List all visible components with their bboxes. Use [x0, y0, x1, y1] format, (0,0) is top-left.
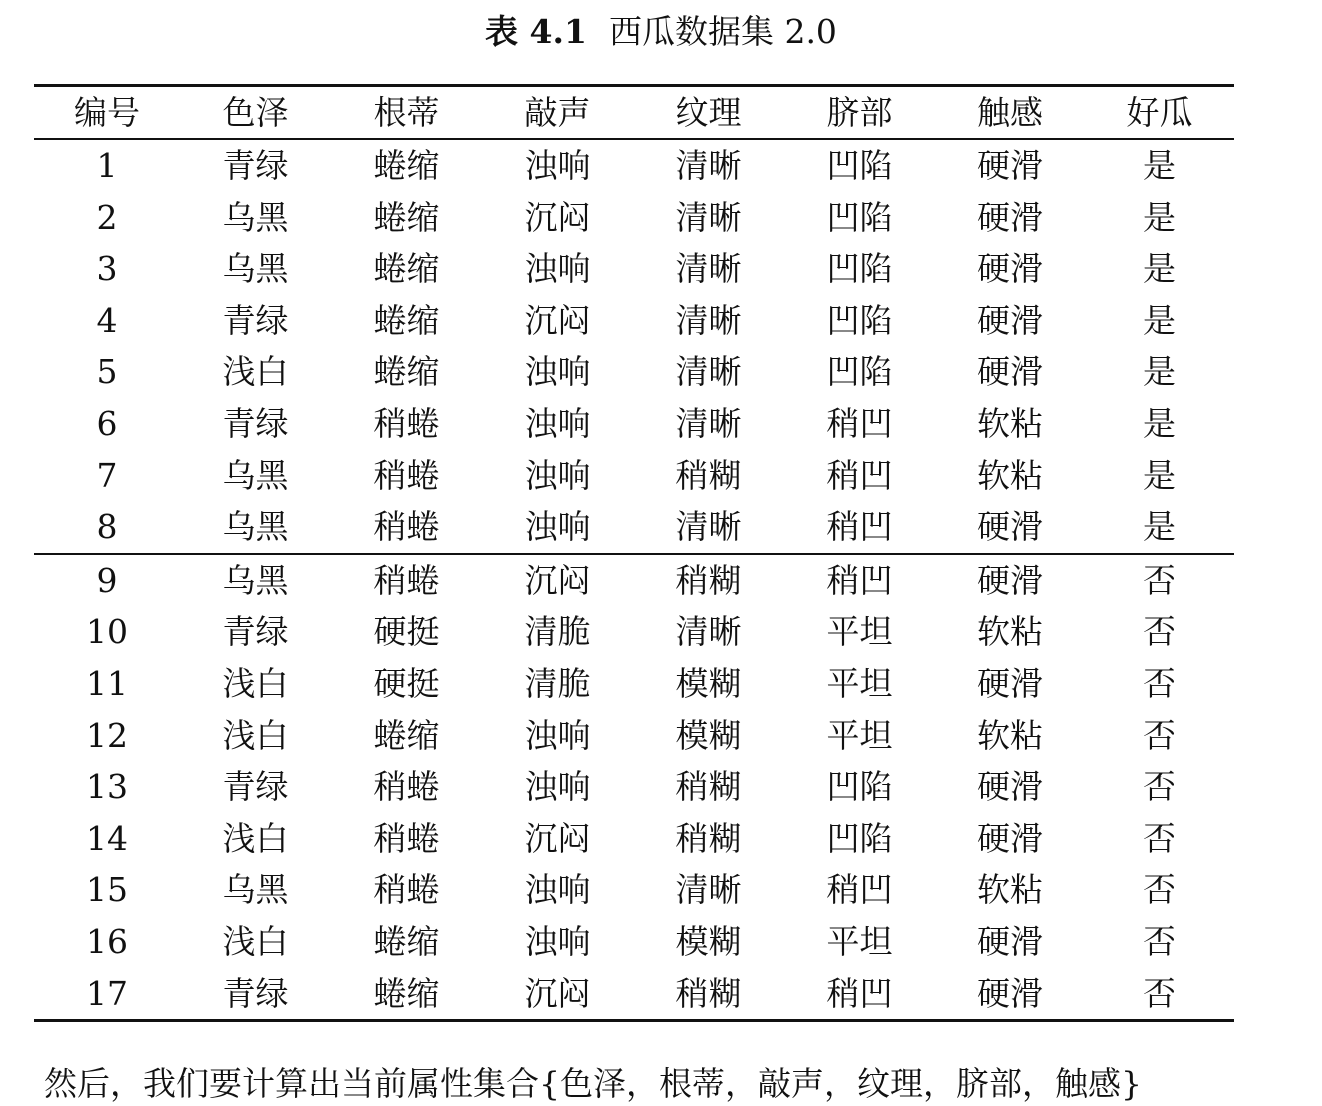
- cell-touch: 硬滑: [977, 921, 1043, 961]
- cell-good-melon: 否: [1143, 973, 1176, 1013]
- cell-texture: 清晰: [675, 870, 742, 910]
- cell-touch: 软粘: [977, 612, 1043, 652]
- cell-color: 乌黑: [222, 249, 289, 289]
- cell-touch: 硬滑: [977, 249, 1043, 289]
- cell-texture: 清晰: [675, 146, 742, 185]
- cell-navel: 凹陷: [826, 300, 893, 340]
- table-row: [34, 398, 1234, 450]
- cell-id: 12: [86, 715, 128, 755]
- cell-knock-sound: 清脆: [524, 663, 591, 703]
- cell-id: 5: [96, 352, 118, 392]
- header-root: 根蒂: [331, 86, 482, 140]
- cell-color: 青绿: [222, 300, 289, 340]
- header-knock-sound: 敲声: [482, 86, 633, 140]
- header-row: [34, 86, 1234, 140]
- table-row: [34, 295, 1234, 347]
- cell-navel: 平坦: [826, 612, 893, 652]
- cell-touch: 硬滑: [977, 560, 1043, 600]
- table-row: [34, 606, 1234, 658]
- cell-touch: 硬滑: [977, 973, 1043, 1013]
- cell-id: 10: [86, 612, 128, 652]
- table-row: [34, 813, 1234, 865]
- cell-knock-sound: 浊响: [524, 146, 591, 185]
- cell-texture: 清晰: [675, 352, 742, 392]
- cell-texture: 模糊: [675, 663, 742, 703]
- cell-root: 硬挺: [373, 612, 440, 652]
- cell-navel: 凹陷: [826, 818, 893, 858]
- cell-knock-sound: 浊响: [524, 249, 591, 289]
- cell-knock-sound: 浊响: [524, 767, 591, 807]
- cell-knock-sound: 浊响: [524, 455, 591, 495]
- cell-knock-sound: 沉闷: [524, 973, 591, 1013]
- cell-color: 乌黑: [222, 870, 289, 910]
- cell-texture: 稍糊: [675, 973, 742, 1013]
- cell-color: 青绿: [222, 612, 289, 652]
- cell-texture: 清晰: [675, 300, 742, 340]
- cell-knock-sound: 浊响: [524, 352, 591, 392]
- cell-id: 8: [34, 501, 180, 554]
- cell-texture: 清晰: [633, 501, 784, 554]
- cell-root: 蜷缩: [373, 146, 440, 185]
- cell-id: 17: [86, 973, 128, 1013]
- cell-good-melon: 是: [1143, 249, 1176, 289]
- table-row: [34, 864, 1234, 916]
- cell-root: 硬挺: [373, 663, 440, 703]
- cell-good-melon: 是: [1143, 352, 1176, 392]
- cell-id: 13: [86, 767, 128, 807]
- cell-root: 稍蜷: [373, 455, 440, 495]
- cell-navel: 凹陷: [826, 767, 893, 807]
- table-row: [34, 450, 1234, 502]
- header-good-melon: 好瓜: [1085, 86, 1234, 140]
- cell-knock-sound: 沉闷: [524, 197, 591, 237]
- table-header: [34, 86, 1234, 140]
- cell-root: 稍蜷: [373, 870, 440, 910]
- cell-navel: 稍凹: [826, 973, 893, 1013]
- cell-navel: 凹陷: [826, 249, 893, 289]
- cell-knock-sound: 沉闷: [524, 818, 591, 858]
- cell-knock-sound: 沉闷: [524, 560, 591, 600]
- cell-knock-sound: 浊响: [524, 403, 591, 443]
- table-row: [34, 710, 1234, 762]
- table-title: 西瓜数据集 2.0: [608, 12, 837, 51]
- cell-id: 4: [96, 300, 118, 340]
- cell-knock-sound: 清脆: [524, 612, 591, 652]
- cell-texture: 清晰: [675, 197, 742, 237]
- cell-touch: 硬滑: [977, 197, 1043, 237]
- header-texture: 纹理: [633, 86, 784, 140]
- cell-navel: 平坦: [826, 663, 893, 703]
- cell-root: 蜷缩: [373, 973, 440, 1013]
- cell-root: 蜷缩: [373, 352, 440, 392]
- cell-id: 2: [96, 197, 118, 237]
- table-row: [34, 916, 1234, 968]
- cell-color: 浅白: [222, 352, 289, 392]
- cell-navel: 凹陷: [826, 352, 893, 392]
- cell-good-melon: 否: [1143, 663, 1176, 703]
- cell-root: 稍蜷: [373, 818, 440, 858]
- cell-navel: 稍凹: [826, 560, 893, 600]
- cell-good-melon: 否: [1143, 921, 1176, 961]
- cell-id: 9: [96, 560, 118, 600]
- cell-knock-sound: 浊响: [482, 501, 633, 554]
- cell-navel: 稍凹: [784, 501, 935, 554]
- cell-good-melon: 否: [1143, 612, 1176, 652]
- cell-navel: 稍凹: [826, 455, 893, 495]
- cell-root: 稍蜷: [373, 560, 440, 600]
- cell-knock-sound: 浊响: [524, 870, 591, 910]
- watermelon-dataset-table: [34, 84, 1234, 1022]
- table-row: [34, 243, 1234, 295]
- table-row: [34, 968, 1234, 1021]
- cell-color: 乌黑: [180, 501, 331, 554]
- cell-color: 青绿: [222, 767, 289, 807]
- cell-touch: 硬滑: [977, 767, 1043, 807]
- cell-good-melon: 是: [1143, 197, 1176, 237]
- table-row: [34, 761, 1234, 813]
- cell-knock-sound: 浊响: [524, 715, 591, 755]
- cell-root: 稍蜷: [331, 501, 482, 554]
- cell-good-melon: 否: [1143, 870, 1176, 910]
- cell-good-melon: 是: [1143, 146, 1176, 185]
- table-row: [34, 192, 1234, 244]
- cell-color: 乌黑: [222, 197, 289, 237]
- cell-color: 浅白: [222, 818, 289, 858]
- cell-texture: 稍糊: [675, 818, 742, 858]
- cell-navel: 稍凹: [826, 403, 893, 443]
- cell-id: 6: [96, 403, 118, 443]
- cell-texture: 模糊: [675, 921, 742, 961]
- cell-root: 稍蜷: [373, 403, 440, 443]
- header-navel: 脐部: [784, 86, 935, 140]
- cell-texture: 模糊: [675, 715, 742, 755]
- cell-color: 乌黑: [222, 455, 289, 495]
- cell-texture: 清晰: [675, 403, 742, 443]
- cell-good-melon: 是: [1143, 455, 1176, 495]
- cell-root: 稍蜷: [373, 767, 440, 807]
- cell-color: 浅白: [222, 663, 289, 703]
- cell-texture: 稍糊: [675, 767, 742, 807]
- cell-touch: 硬滑: [977, 663, 1043, 703]
- table-row: [34, 658, 1234, 710]
- cell-color: 青绿: [222, 973, 289, 1013]
- cell-good-melon: 否: [1143, 818, 1176, 858]
- cell-touch: 硬滑: [977, 818, 1043, 858]
- cell-touch: 硬滑: [977, 300, 1043, 340]
- cell-touch: 软粘: [977, 403, 1043, 443]
- table-row: [34, 346, 1234, 398]
- cell-navel: 稍凹: [826, 870, 893, 910]
- cell-navel: 凹陷: [826, 146, 893, 185]
- cell-color: 浅白: [222, 921, 289, 961]
- header-color: 色泽: [180, 86, 331, 140]
- cell-navel: 平坦: [826, 715, 893, 755]
- cell-good-melon: 是: [1143, 403, 1176, 443]
- cell-id: 14: [86, 818, 128, 858]
- cell-knock-sound: 浊响: [524, 921, 591, 961]
- cell-touch: 硬滑: [977, 352, 1043, 392]
- cell-texture: 清晰: [675, 612, 742, 652]
- cell-navel: 凹陷: [826, 197, 893, 237]
- table-number: 表 4.1: [485, 12, 587, 51]
- cell-good-melon: 否: [1143, 767, 1176, 807]
- cell-root: 蜷缩: [373, 300, 440, 340]
- cell-root: 蜷缩: [373, 197, 440, 237]
- cell-root: 蜷缩: [373, 715, 440, 755]
- cell-color: 青绿: [222, 403, 289, 443]
- cell-id: 7: [96, 455, 118, 495]
- cell-id: 11: [86, 663, 128, 703]
- cell-id: 15: [86, 870, 128, 910]
- cell-id: 3: [96, 249, 118, 289]
- cell-good-melon: 否: [1143, 560, 1176, 600]
- cell-id: 16: [86, 921, 128, 961]
- cell-good-melon: 是: [1085, 501, 1234, 554]
- cell-touch: 软粘: [977, 455, 1043, 495]
- cell-texture: 稍糊: [675, 560, 742, 600]
- cell-touch: 软粘: [977, 870, 1043, 910]
- table-row: [34, 139, 1234, 192]
- cell-color: 乌黑: [222, 560, 289, 600]
- cell-touch: 硬滑: [977, 146, 1043, 185]
- table-row: [34, 554, 1234, 607]
- cell-touch: 软粘: [977, 715, 1043, 755]
- cell-texture: 清晰: [675, 249, 742, 289]
- cell-id: 1: [96, 146, 118, 185]
- cell-touch: 硬滑: [935, 501, 1085, 554]
- following-paragraph: 然后，我们要计算出当前属性集合{色泽，根蒂，敲声，纹理，脐部，触感}: [44, 1064, 1142, 1103]
- cell-good-melon: 是: [1143, 300, 1176, 340]
- table-body: [34, 139, 1234, 1021]
- cell-knock-sound: 沉闷: [524, 300, 591, 340]
- cell-navel: 平坦: [826, 921, 893, 961]
- table-row: [34, 501, 1234, 554]
- cell-root: 蜷缩: [373, 249, 440, 289]
- header-id: 编号: [34, 86, 180, 140]
- cell-texture: 稍糊: [675, 455, 742, 495]
- cell-root: 蜷缩: [373, 921, 440, 961]
- cell-color: 青绿: [222, 146, 289, 185]
- header-touch: 触感: [935, 86, 1085, 140]
- table-caption: [0, 10, 1322, 54]
- cell-color: 浅白: [222, 715, 289, 755]
- cell-good-melon: 否: [1143, 715, 1176, 755]
